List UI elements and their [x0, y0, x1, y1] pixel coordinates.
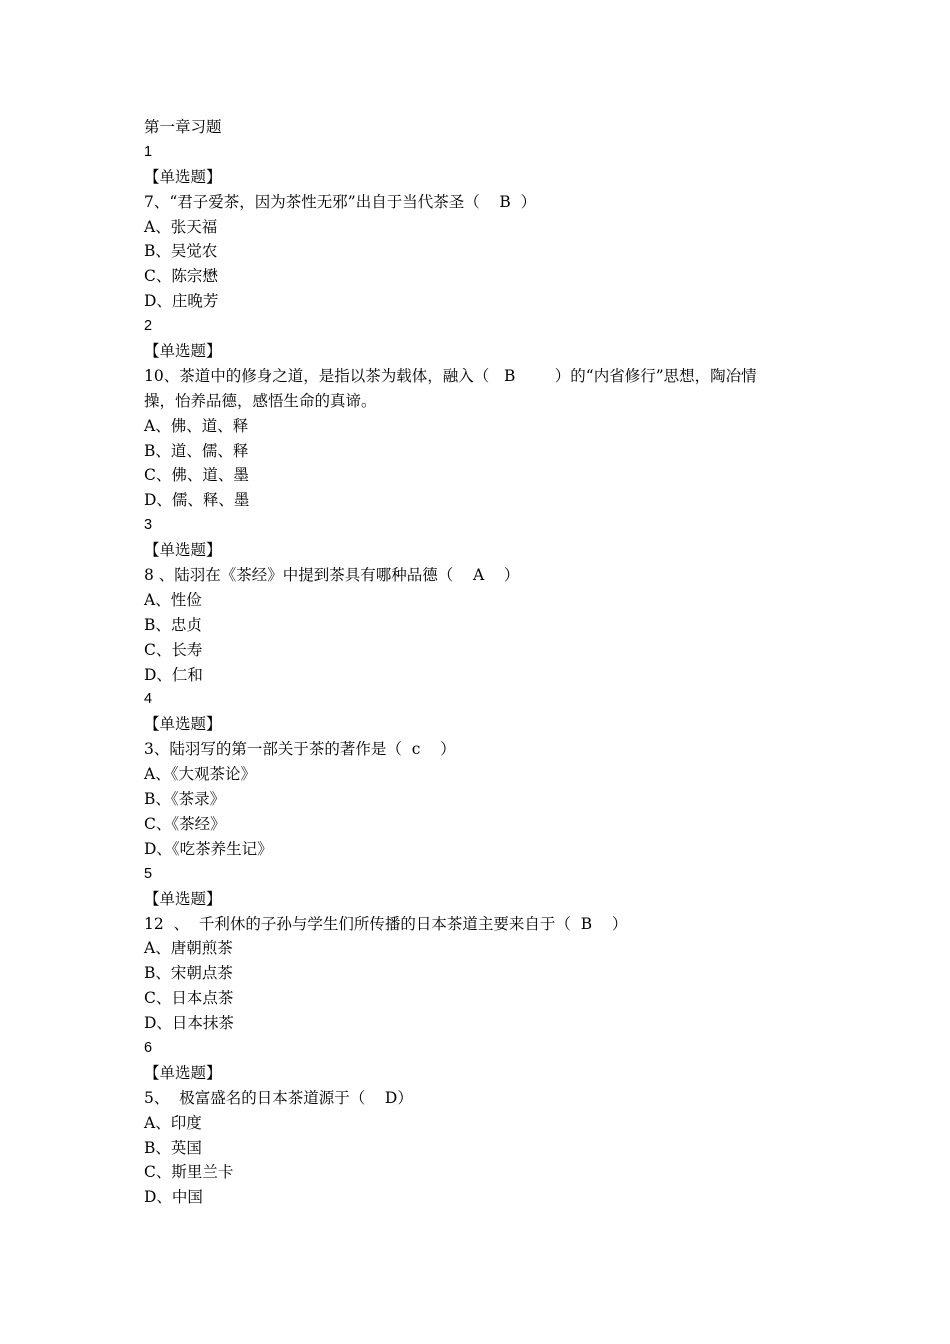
question-type: 【单选题】 [144, 715, 222, 734]
question-type: 【单选题】 [144, 541, 222, 560]
chapter-title: 第一章习题 [144, 118, 222, 136]
question-type: 【单选题】 [144, 889, 222, 908]
option-d: D、中国 [144, 1188, 203, 1207]
question-stem: 7、“君子爱茶，因为茶性无邪”出自于当代茶圣（ B ） [144, 192, 537, 211]
question-stem: 12 、 千利休的子孙与学生们所传播的日本茶道主要来自于（ B ） [144, 914, 628, 933]
option-b: B、英国 [144, 1138, 202, 1157]
question-1 [144, 140, 824, 314]
option-a: A、张天福 [144, 217, 218, 236]
question-index: 3 [144, 517, 153, 534]
option-d: D、仁和 [144, 665, 203, 684]
question-stem: 3、陆羽写的第一部关于茶的著作是（ c ） [144, 740, 456, 759]
option-c: C、斯里兰卡 [144, 1163, 234, 1182]
option-b: B、《茶录》 [144, 790, 226, 809]
question-index: 1 [144, 143, 153, 160]
question-5 [144, 862, 824, 1036]
option-d: D、日本抹茶 [144, 1014, 234, 1033]
option-a: A、佛、道、释 [144, 416, 249, 435]
option-a: A、性俭 [144, 590, 202, 609]
option-b: B、吴觉农 [144, 242, 218, 261]
question-stem-line-1: 10、茶道中的修身之道，是指以茶为载体，融入（ B ）的“内省修行”思想，陶冶情 [144, 366, 757, 385]
option-c: C、日本点茶 [144, 989, 234, 1008]
question-stem: 8 、陆羽在《茶经》中提到茶具有哪种品德（ A ） [144, 566, 520, 585]
question-index: 2 [144, 318, 153, 335]
option-a: A、《大观茶论》 [144, 765, 256, 784]
question-stem-line-2: 操，怡养品德，感悟生命的真谛。 [144, 391, 377, 410]
option-a: A、唐朝煎茶 [144, 939, 233, 958]
question-type: 【单选题】 [144, 1063, 222, 1082]
question-type: 【单选题】 [144, 167, 222, 186]
question-index: 5 [144, 865, 153, 882]
option-b: B、宋朝点茶 [144, 964, 233, 983]
option-d: D、庄晚芳 [144, 292, 219, 311]
option-d: D、《吃茶养生记》 [144, 839, 273, 858]
document-page [144, 115, 824, 1210]
option-c: C、佛、道、墨 [144, 466, 249, 485]
option-a: A、印度 [144, 1113, 202, 1132]
question-2 [144, 314, 824, 513]
option-c: C、《茶经》 [144, 814, 226, 833]
question-3 [144, 513, 824, 687]
question-type: 【单选题】 [144, 342, 222, 361]
question-6 [144, 1036, 824, 1210]
option-c: C、长寿 [144, 640, 203, 659]
question-stem: 5、 极富盛名的日本茶道源于（ D） [144, 1088, 413, 1107]
option-d: D、儒、释、墨 [144, 491, 250, 510]
question-index: 4 [144, 691, 153, 708]
option-b: B、忠贞 [144, 615, 202, 634]
option-b: B、道、儒、释 [144, 441, 249, 460]
question-4 [144, 687, 824, 861]
option-c: C、陈宗懋 [144, 267, 218, 286]
question-index: 6 [144, 1039, 153, 1056]
